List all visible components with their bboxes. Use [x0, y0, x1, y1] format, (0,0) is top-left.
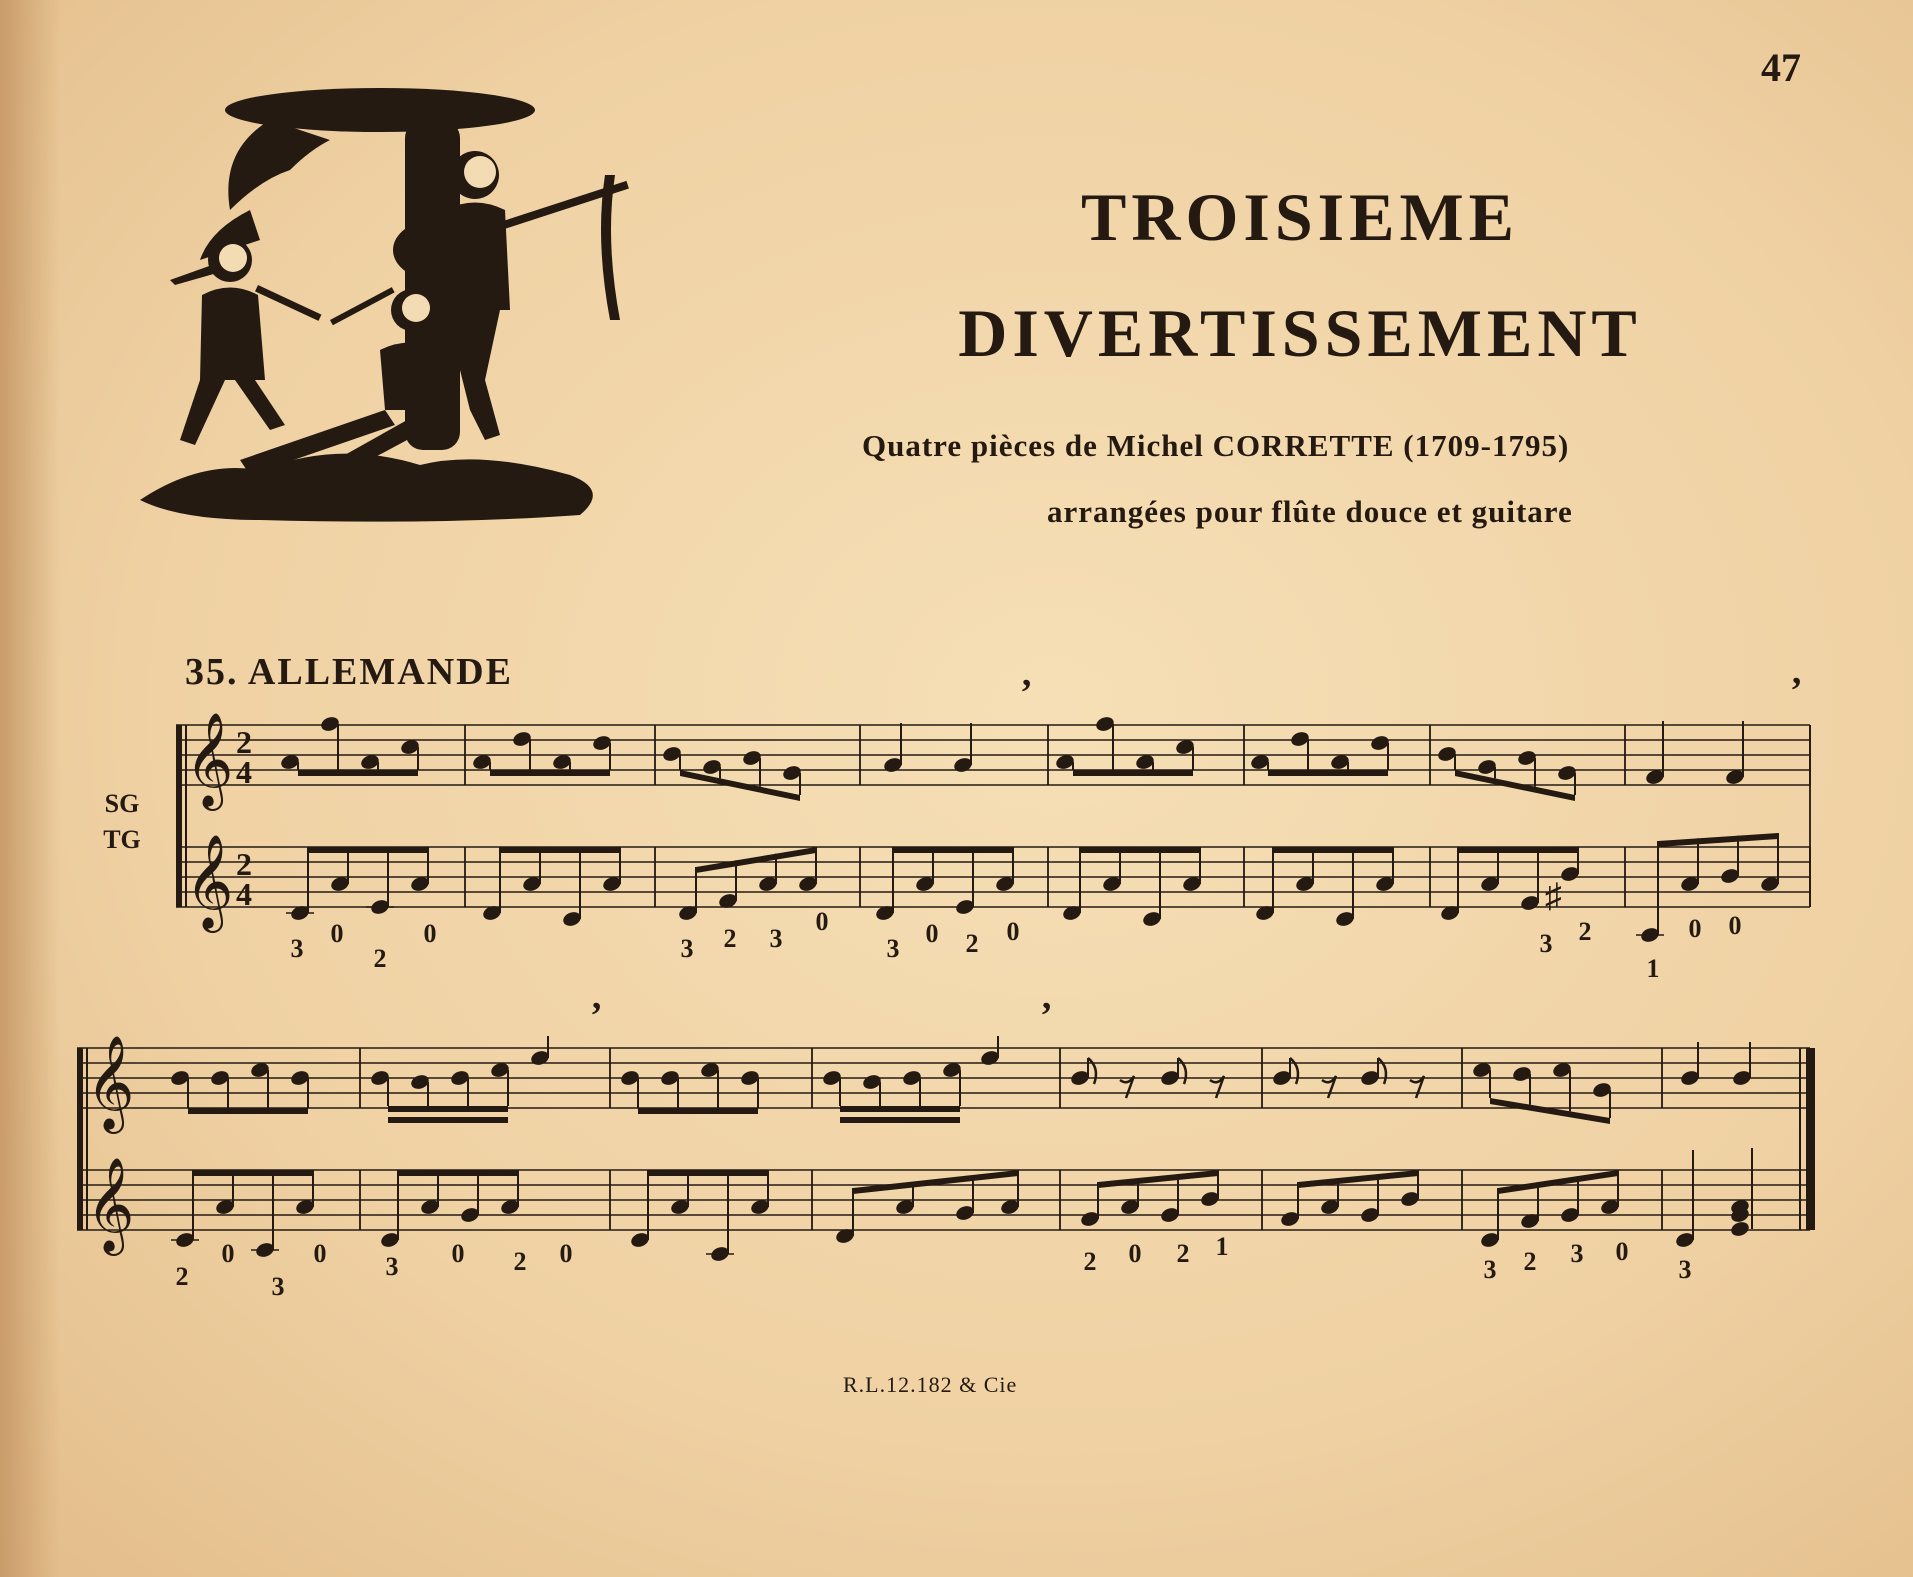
fingering-number: 2 [965, 929, 979, 958]
beam [1658, 833, 1778, 847]
fingering-number: 3 [886, 934, 900, 963]
final-barline-thick [1806, 1048, 1815, 1230]
subtitle: Quatre pièces de Michel CORRETTE (1709-1795) [862, 428, 1570, 463]
breath-mark: ’ [590, 995, 603, 1037]
beam [853, 1170, 1018, 1194]
beam [298, 770, 418, 776]
fingering-number: 3 [769, 924, 783, 953]
beam [308, 847, 428, 853]
beam [1268, 770, 1388, 776]
beam-secondary [388, 1117, 508, 1123]
beam-secondary [840, 1117, 960, 1123]
fingering-number: 2 [373, 944, 387, 973]
fingering-number: 3 [290, 934, 304, 963]
time-signature-top: 2 [236, 724, 252, 760]
beam [1273, 847, 1393, 853]
subtitle-arrangement: arrangées pour flûte douce et guitare [1047, 494, 1573, 529]
note-flag [1178, 1058, 1186, 1084]
fingering-number: 1 [1646, 954, 1660, 983]
fingering-number: 3 [1539, 929, 1553, 958]
beam [490, 770, 610, 776]
fingering-number: 0 [925, 919, 939, 948]
instrument-label-sg: SG [104, 789, 140, 818]
breath-mark: ’ [1040, 995, 1053, 1037]
note-flag [1088, 1058, 1096, 1084]
treble-clef: 𝄞 [185, 834, 234, 929]
fingering-number: 2 [513, 1247, 527, 1276]
fingering-number: 0 [313, 1239, 327, 1268]
system-bracket [77, 1048, 83, 1230]
eighth-rest [1322, 1076, 1336, 1098]
fingering-number: 0 [221, 1239, 235, 1268]
beam [1498, 1170, 1618, 1194]
beam [1080, 847, 1200, 853]
fingering-number: 1 [1215, 1232, 1229, 1261]
fingering-number: 3 [1570, 1239, 1584, 1268]
time-signature-bottom: 4 [236, 754, 252, 790]
fingering-number: 0 [330, 919, 344, 948]
fingering-number: 0 [1615, 1237, 1629, 1266]
breath-mark: ’ [1790, 670, 1803, 712]
beam [893, 847, 1013, 853]
beam [638, 1108, 758, 1114]
beam [188, 1108, 308, 1114]
system-bracket [176, 725, 182, 907]
page-number: 47 [1761, 45, 1801, 90]
fingering-number: 2 [1083, 1247, 1097, 1276]
sharp-sign: ♯ [1545, 878, 1562, 915]
fingering-number: 2 [1176, 1239, 1190, 1268]
piece-title: 35. ALLEMANDE [185, 651, 513, 693]
fingering-number: 0 [1006, 917, 1020, 946]
treble-clef: 𝄞 [86, 1035, 135, 1130]
instrument-label-tg: TG [103, 825, 141, 854]
beam [1490, 1098, 1610, 1124]
breath-mark: ’ [1020, 672, 1033, 714]
fingering-number: 3 [1678, 1255, 1692, 1284]
eighth-rest [1120, 1076, 1134, 1098]
beam [388, 1106, 508, 1112]
fingering-number: 0 [559, 1239, 573, 1268]
treble-clef: 𝄞 [185, 712, 234, 807]
system-1 [103, 670, 1810, 983]
beam [500, 847, 620, 853]
note-flag [1290, 1058, 1298, 1084]
beam [398, 1170, 518, 1176]
fingering-number: 0 [423, 919, 437, 948]
beam [193, 1170, 313, 1176]
beam [1073, 770, 1193, 776]
fingering-number: 3 [1483, 1255, 1497, 1284]
fingering-number: 3 [385, 1252, 399, 1281]
fingering-number: 2 [1523, 1247, 1537, 1276]
fingering-number: 2 [175, 1262, 189, 1291]
fingering-number: 0 [1688, 914, 1702, 943]
publisher-footer: R.L.12.182 & Cie [843, 1372, 1018, 1397]
beam [840, 1106, 960, 1112]
fingering-number: 0 [1128, 1239, 1142, 1268]
beam [1458, 847, 1578, 853]
system-2 [77, 995, 1815, 1301]
fingering-number: 3 [680, 934, 694, 963]
fingering-number: 3 [271, 1272, 285, 1301]
note-flag [1378, 1058, 1386, 1084]
fingering-number: 0 [451, 1239, 465, 1268]
fingering-number: 0 [815, 907, 829, 936]
beam [648, 1170, 768, 1176]
treble-clef: 𝄞 [86, 1157, 135, 1252]
time-signature-bottom: 4 [236, 876, 252, 912]
fingering-number: 2 [1578, 917, 1592, 946]
beam [696, 847, 816, 873]
title-line-1: TROISIEME [1081, 179, 1519, 255]
time-signature-top: 2 [236, 846, 252, 882]
eighth-rest [1410, 1076, 1424, 1098]
fingering-number: 0 [1728, 911, 1742, 940]
fingering-number: 2 [723, 924, 737, 953]
title-line-2: DIVERTISSEMENT [958, 295, 1642, 371]
notehead [1729, 1220, 1750, 1238]
eighth-rest [1210, 1076, 1224, 1098]
